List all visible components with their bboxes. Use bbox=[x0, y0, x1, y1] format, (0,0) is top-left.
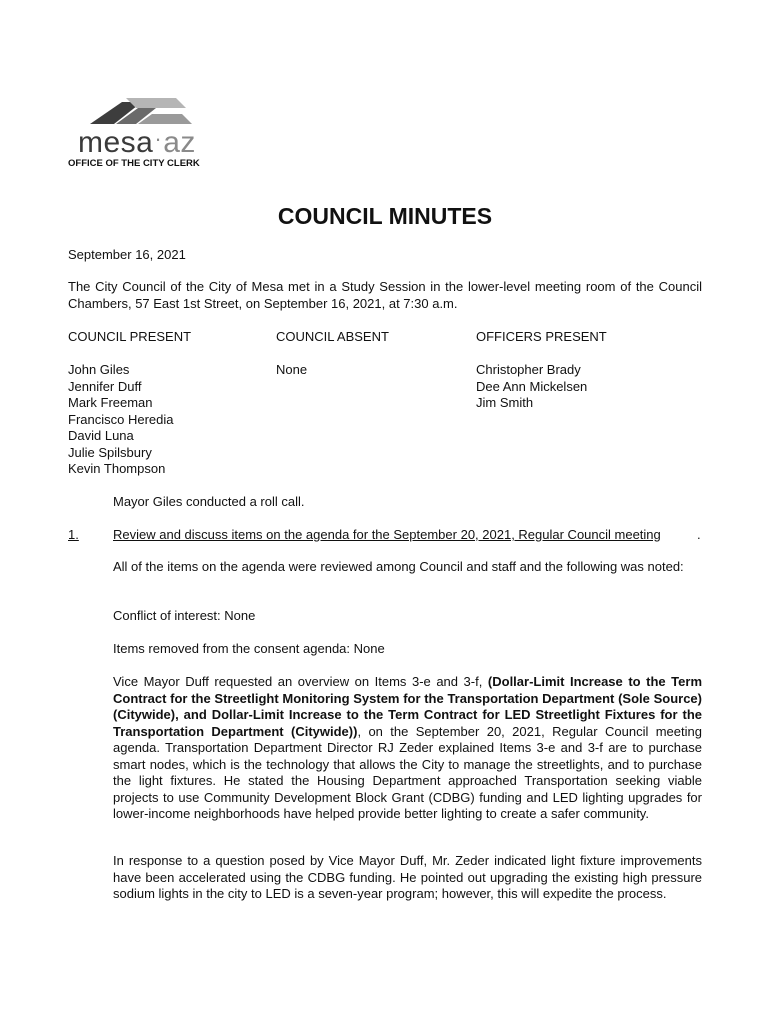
list-item: Mark Freeman bbox=[68, 395, 153, 410]
council-present-list bbox=[68, 362, 174, 478]
item-paragraph-response: In response to a question posed by Vice Mayor Duff, Mr. Zeder indicated light fixture improvements have been accelerated using the CDBG funding. He pointed out upgrading the existing high pressure sodium lights in the city to LED is a seven-year program; however, this will expedite the process. bbox=[113, 853, 702, 901]
list-item: Jim Smith bbox=[476, 395, 534, 410]
list-item: Kevin Thompson bbox=[68, 461, 166, 476]
list-item: John Giles bbox=[68, 362, 130, 377]
logo-wordmark: mesa·az bbox=[78, 126, 196, 159]
list-item: Christopher Brady bbox=[476, 362, 581, 377]
page-title: COUNCIL MINUTES bbox=[277, 203, 493, 229]
office-label: OFFICE OF THE CITY CLERK bbox=[68, 158, 200, 169]
mesa-logo-mark-icon bbox=[86, 94, 196, 128]
item-paragraph-review: All of the items on the agenda were reviewed among Council and staff and the following was noted: bbox=[113, 559, 684, 574]
items-removed: Items removed from the consent agenda: None bbox=[113, 641, 385, 656]
item-heading-period: . bbox=[697, 527, 701, 542]
list-item: Julie Spilsbury bbox=[68, 444, 152, 460]
intro-paragraph: The City Council of the City of Mesa met in a Study Session in the lower-level meeting room of the Council Chambers, 57 East 1st Street, on September 16, 2021, at 7:30 a.m. bbox=[68, 279, 702, 311]
council-present-header: COUNCIL PRESENT bbox=[68, 329, 192, 344]
item-heading: Review and discuss items on the agenda for the September 20, 2021, Regular Council meeting bbox=[113, 527, 661, 542]
conflict-of-interest: Conflict of interest: None bbox=[113, 608, 256, 623]
list-item: Jennifer Duff bbox=[68, 378, 142, 394]
council-absent-header: COUNCIL ABSENT bbox=[276, 329, 389, 344]
council-absent-list bbox=[276, 362, 307, 379]
roll-call-text: Mayor Giles conducted a roll call. bbox=[113, 494, 305, 509]
officers-present-header: OFFICERS PRESENT bbox=[476, 329, 607, 344]
item-number: 1. bbox=[68, 527, 79, 542]
list-item: David Luna bbox=[68, 428, 134, 443]
list-item: Francisco Heredia bbox=[68, 411, 174, 427]
item-paragraph-overview: Vice Mayor Duff requested an overview on Items 3-e and 3-f, (Dollar-Limit Increase to the Term Contract for the Streetlight Monitoring System for the Transportation Department (Sole Source) (Citywide), and Dollar-Limit Increase to the Term Contract for LED Streetlight Fixtures for the Transportation Department (Citywide)), on the September 20, 2021, Regular Council meeting agenda. Transportation Department Director RJ Zeder explained Items 3-e and 3-f are to purchase smart nodes, which is the technology that allows the City to manage the streetlights, and to purchase the light fixtures. He stated the Housing Department approached Transportation seeking viable projects to use Community Development Block Grant (CDBG) funding and LED lighting upgrades for lower-income neighborhoods have helped provide better lighting to create a safer community. bbox=[113, 674, 703, 821]
officers-present-list bbox=[476, 362, 587, 412]
meeting-date: September 16, 2021 bbox=[68, 247, 186, 262]
list-item: Dee Ann Mickelsen bbox=[476, 378, 588, 394]
list-item: None bbox=[276, 362, 308, 377]
